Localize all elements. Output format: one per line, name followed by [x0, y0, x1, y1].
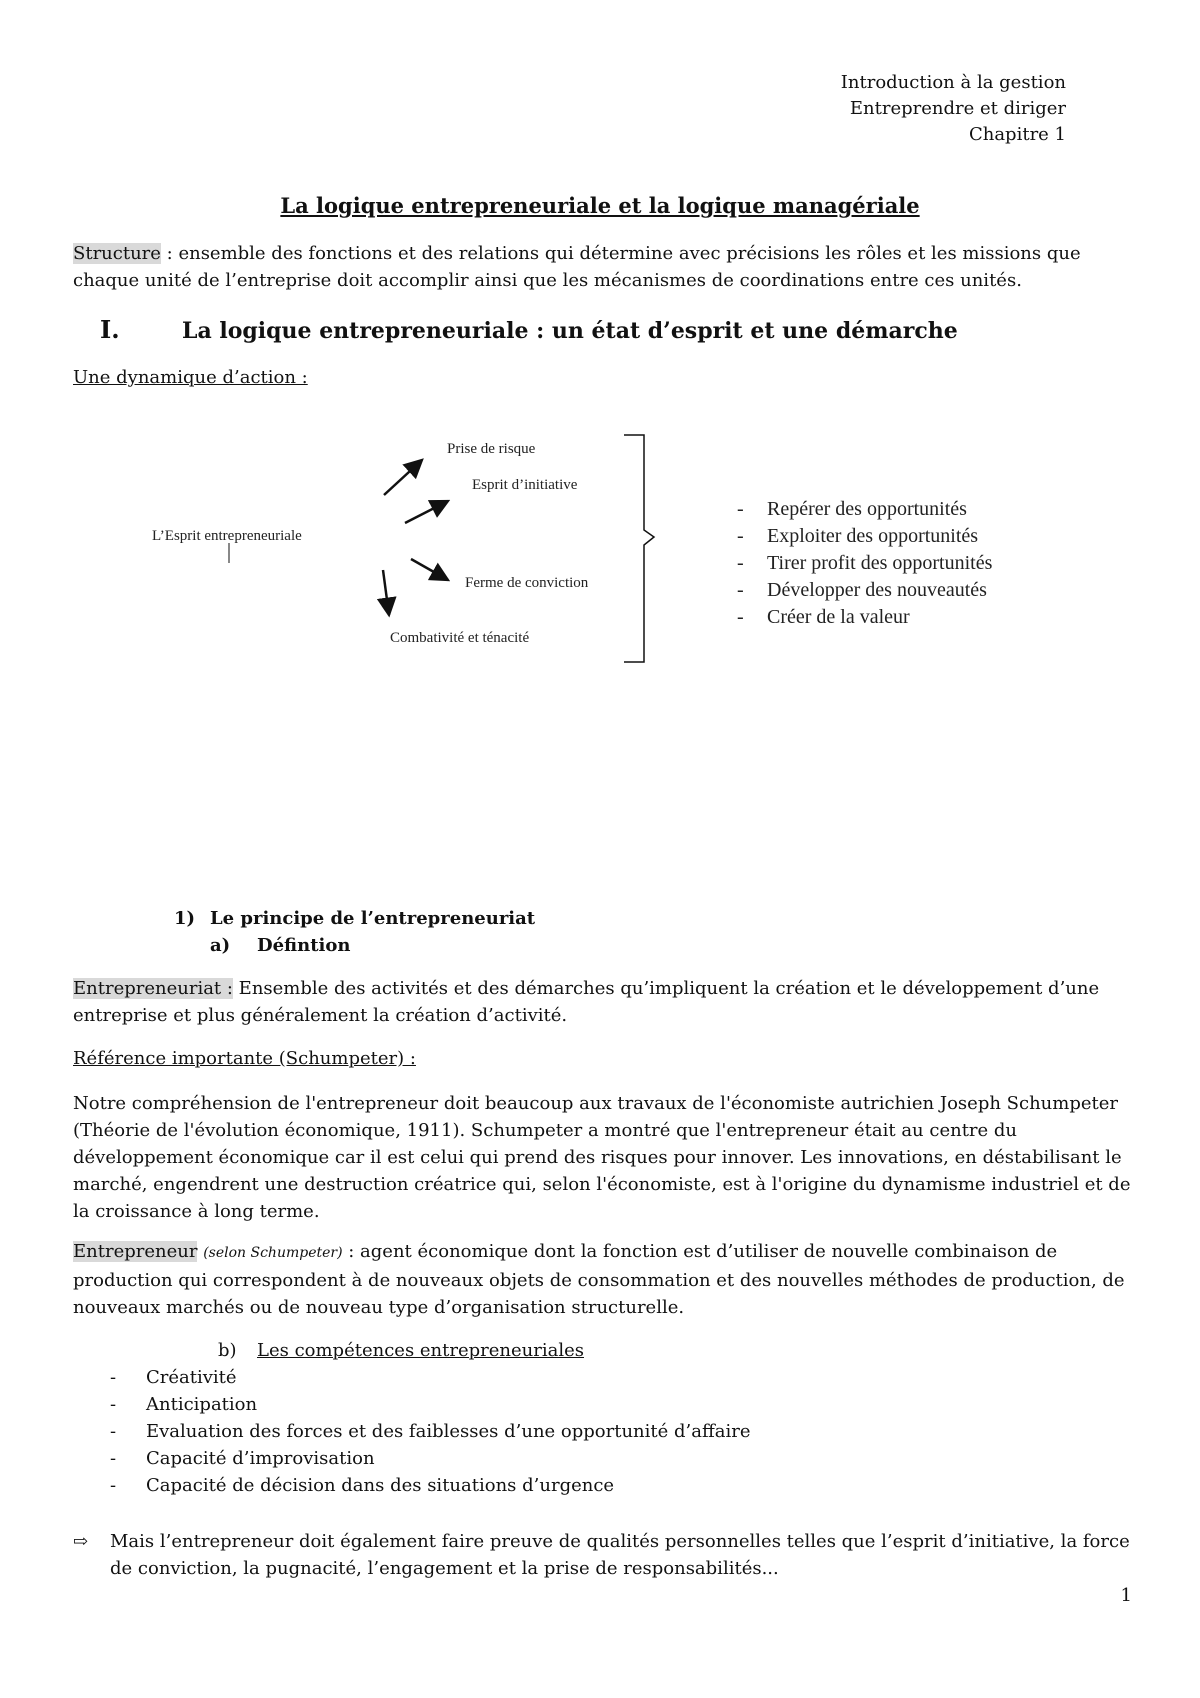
section-1-heading: [100, 315, 958, 344]
subsection-1b-title: Les compétences entrepreneuriales: [257, 1340, 584, 1361]
arrow-conviction: [411, 559, 448, 580]
arrow-combativity: [383, 570, 389, 615]
list-item: - Capacité d’improvisation: [110, 1448, 375, 1469]
outcome-dash: -: [737, 525, 744, 547]
entrepreneur-note: (selon Schumpeter): [203, 1245, 343, 1261]
page-number: 1: [1120, 1585, 1132, 1606]
arrow-risk: [384, 460, 422, 495]
subsection-1a-title: Défintion: [257, 935, 351, 956]
dynamique-label: Une dynamique d’action :: [73, 367, 308, 388]
structure-term: Structure: [73, 243, 161, 264]
outcome-item: Développer des nouveautés: [767, 579, 987, 601]
header-module: Entreprendre et diriger: [849, 98, 1066, 119]
subsection-1a-number: a): [210, 935, 231, 956]
arrow-initiative: [405, 501, 448, 523]
reference-label: Référence importante (Schumpeter) :: [73, 1048, 416, 1069]
subsection-1-title: Le principe de l’entrepreneuriat: [210, 908, 536, 929]
document-header: [841, 70, 1066, 148]
branch-risk: Prise de risque: [447, 441, 536, 457]
list-item: - Créativité: [110, 1367, 237, 1388]
branch-initiative: Esprit d’initiative: [472, 477, 578, 493]
grouping-brace: [624, 435, 654, 662]
list-item: - Anticipation: [110, 1394, 258, 1415]
outcome-dash: -: [737, 579, 744, 601]
subsection-1-heading: [174, 905, 535, 932]
outcome-dash: -: [737, 606, 744, 628]
outcome-dash: -: [737, 498, 744, 520]
subsection-1-number: 1): [174, 908, 196, 929]
conclusion-text: Mais l’entrepreneur doit également faire preuve de qualités personnelles telles que l’esprit d’initiative, la force de conviction, la pugnacité, l’engagement et la prise de responsabilités...: [110, 1531, 1130, 1579]
page-title: La logique entrepreneuriale et la logique managériale: [280, 193, 920, 218]
section-1-number: I.: [100, 315, 120, 344]
outcome-list: [737, 498, 993, 628]
subsection-1b-heading: [218, 1337, 584, 1364]
subsection-1b-number: b): [218, 1340, 237, 1361]
conclusion-paragraph: [73, 1528, 1143, 1582]
outcome-item: Repérer des opportunités: [767, 498, 967, 520]
entrepreneuriat-definition: [73, 975, 1143, 1029]
structure-text: : ensemble des fonctions et des relations qui détermine avec précisions les rôles et les missions que chaque unité de l’entreprise doit accomplir ainsi que les mécanismes de coordinations entre ces unités.: [73, 243, 1081, 291]
header-chapter: Chapitre 1: [968, 124, 1066, 145]
list-item: - Evaluation des forces et des faiblesses d’une opportunité d’affaire: [110, 1421, 751, 1442]
outcome-item: Créer de la valeur: [767, 606, 910, 628]
entrepreneur-definition: [73, 1238, 1143, 1321]
outcome-item: Exploiter des opportunités: [767, 525, 979, 547]
arrow-bullet-icon: ⇨: [73, 1531, 89, 1552]
entrepreneuriat-text: Ensemble des activités et des démarches qu’impliquent la création et le développement d’une entreprise et plus généralement la création d’activité.: [73, 978, 1100, 1026]
entrepreneurial-spirit-diagram: [130, 415, 1060, 675]
branch-combativity: Combativité et ténacité: [390, 630, 530, 646]
list-item: - Capacité de décision dans des situations d’urgence: [110, 1475, 615, 1496]
outcome-dash: -: [737, 552, 744, 574]
entrepreneur-text: : agent économique dont la fonction est d’utiliser de nouvelle combinaison de production qui correspondent à de nouveaux objets de consommation et des nouvelles méthodes de production, de nouveaux marchés ou de nouveau type d’organisation structurelle.: [73, 1241, 1125, 1318]
diagram-center-label: L’Esprit entrepreneuriale: [152, 528, 302, 544]
subsection-1a-heading: [210, 932, 350, 959]
outcome-item: Tirer profit des opportunités: [767, 552, 993, 574]
structure-definition: [73, 240, 1143, 294]
entrepreneuriat-term: Entrepreneuriat :: [73, 978, 233, 999]
branch-conviction: Ferme de conviction: [465, 575, 589, 591]
section-1-title: La logique entrepreneuriale : un état d’esprit et une démarche: [182, 318, 958, 344]
schumpeter-paragraph: Notre compréhension de l'entrepreneur doit beaucoup aux travaux de l'économiste autrichien Joseph Schumpeter (Théorie de l'évolution économique, 1911). Schumpeter a montré que l'entrepreneur était au centre du développement économique car il est celui qui prend des risques pour innover. Les innovations, en déstabilisant le marché, engendrent une destruction créatrice qui, selon l'économiste, est à l'origine du dynamisme industriel et de la croissance à long terme.: [73, 1093, 1131, 1222]
competences-list: [73, 1364, 751, 1499]
entrepreneur-term: Entrepreneur: [73, 1241, 198, 1262]
header-course: Introduction à la gestion: [840, 72, 1066, 93]
